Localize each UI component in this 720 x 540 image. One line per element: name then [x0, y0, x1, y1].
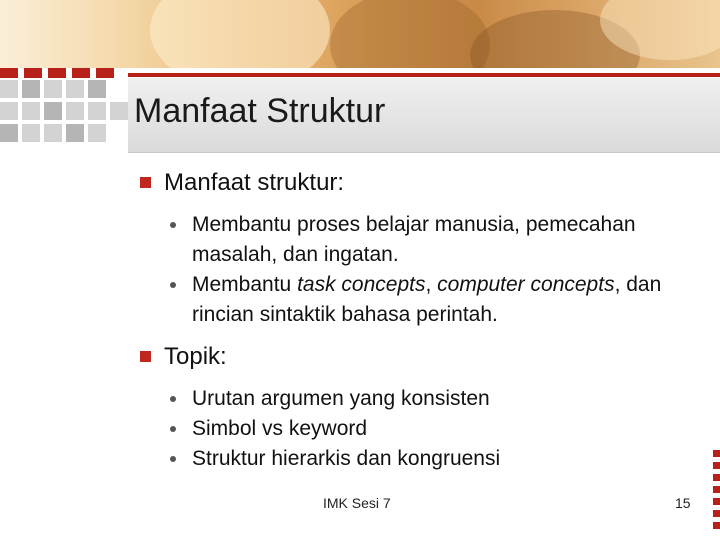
- dot-bullet-icon: [170, 222, 176, 228]
- dot-bullet-icon: [170, 456, 176, 462]
- tile: [22, 80, 40, 98]
- red-tick: [713, 510, 720, 517]
- list-item-text: Urutan argumen yang konsisten: [192, 387, 490, 410]
- photo-shadow: [330, 0, 490, 68]
- slide-title: Manfaat Struktur: [134, 92, 386, 130]
- tile: [0, 124, 18, 142]
- list-item: [140, 444, 700, 474]
- red-tile: [0, 68, 18, 78]
- list-item-text: Simbol vs keyword: [192, 417, 368, 440]
- tile: [88, 102, 106, 120]
- list-item-text: Struktur hierarkis dan kongruensi: [192, 447, 501, 470]
- tile: [66, 102, 84, 120]
- section-heading-text: Topik:: [164, 343, 227, 370]
- red-line: [128, 73, 720, 77]
- tile: [0, 80, 18, 98]
- red-tile: [48, 68, 66, 78]
- list-item: [140, 414, 700, 444]
- section-heading: [140, 342, 700, 372]
- red-tile: [24, 68, 42, 78]
- dot-bullet-icon: [170, 426, 176, 432]
- footer-text: IMK Sesi 7: [323, 495, 391, 511]
- red-accent-strip: [0, 68, 720, 78]
- tile: [66, 124, 84, 142]
- section-topik: [140, 342, 700, 474]
- square-bullet-icon: [140, 351, 151, 362]
- red-tick: [713, 486, 720, 493]
- red-tick: [713, 498, 720, 505]
- tile: [110, 102, 128, 120]
- red-tile: [96, 68, 114, 78]
- tile: [22, 102, 40, 120]
- red-tick: [713, 450, 720, 457]
- list-item: [140, 210, 700, 270]
- page-number: 15: [675, 495, 691, 511]
- tile: [66, 80, 84, 98]
- header-photo: [0, 0, 720, 68]
- decorative-tiles: [0, 78, 130, 152]
- red-tile: [72, 68, 90, 78]
- tile: [44, 80, 62, 98]
- dot-bullet-icon: [170, 396, 176, 402]
- tile: [44, 124, 62, 142]
- list-item: [140, 384, 700, 414]
- photo-highlight: [150, 0, 330, 68]
- section-heading: [140, 168, 700, 198]
- red-tick: [713, 474, 720, 481]
- slide-body: [140, 168, 700, 486]
- tile: [44, 102, 62, 120]
- section-heading-text: Manfaat struktur:: [164, 169, 345, 196]
- section-manfaat: [140, 168, 700, 330]
- list-item-text: Membantu proses belajar manusia, pemecahan masalah, dan ingatan.: [192, 213, 636, 266]
- list-item: [140, 270, 700, 330]
- tile: [88, 124, 106, 142]
- square-bullet-icon: [140, 177, 151, 188]
- tile: [0, 102, 18, 120]
- red-tick: [713, 522, 720, 529]
- list-item-text: Membantu task concepts, computer concepts, dan rincian sintaktik bahasa perintah.: [192, 273, 662, 326]
- tile: [88, 80, 106, 98]
- dot-bullet-icon: [170, 282, 176, 288]
- tile: [22, 124, 40, 142]
- red-tick: [713, 462, 720, 469]
